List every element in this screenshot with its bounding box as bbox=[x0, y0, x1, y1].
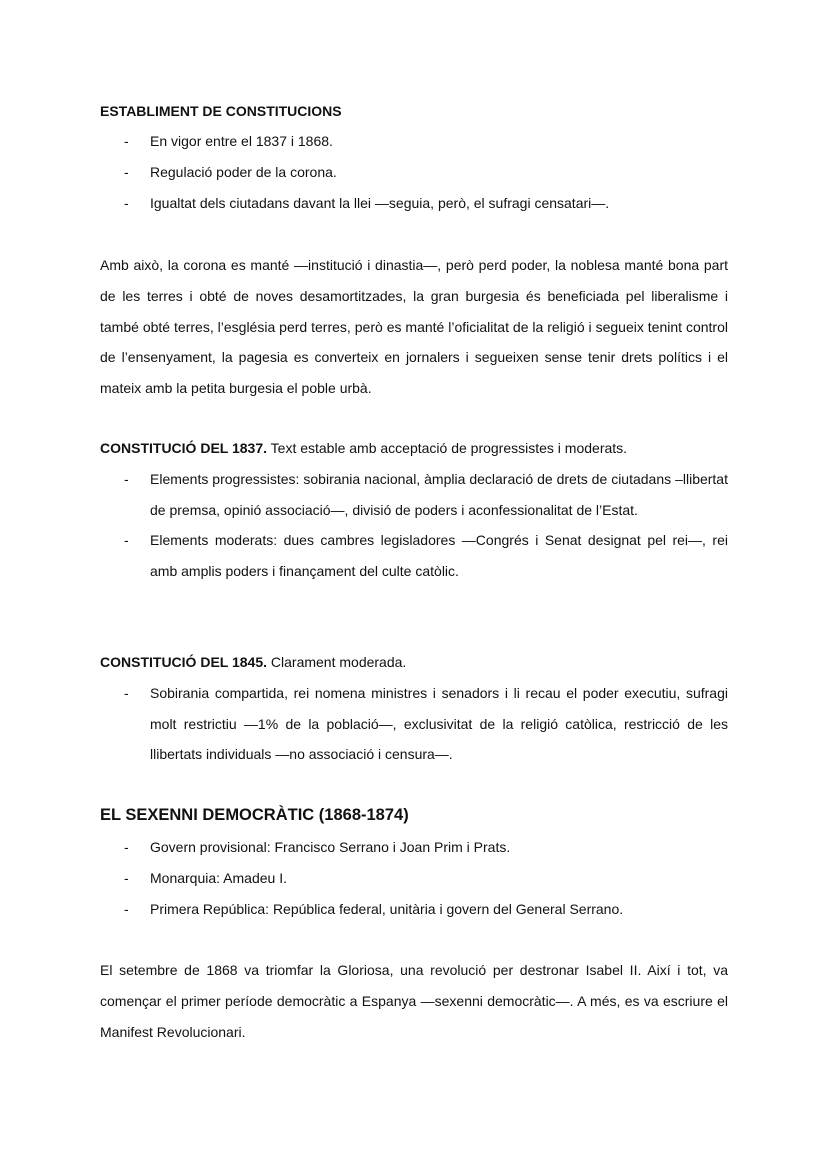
section-title: CONSTITUCIÓ DEL 1845. bbox=[100, 654, 268, 670]
bullet-dash: - bbox=[124, 839, 129, 855]
list-item: - Govern provisional: Francisco Serrano i Joan Prim i Prats. bbox=[100, 832, 728, 863]
sexenni-list bbox=[100, 832, 728, 924]
section-subtitle: Clarament moderada. bbox=[267, 654, 407, 670]
list-item: - Elements progressistes: sobirania nacional, àmplia declaració de drets de ciutadans –llibertat de premsa, opinió associació—, divisió de poders i aconfessionalitat de l’Estat. bbox=[100, 464, 728, 526]
list-item: - Monarquia: Amadeu I. bbox=[100, 863, 728, 894]
section-constitucio-1837 bbox=[100, 433, 728, 587]
constitucio-1837-list bbox=[100, 464, 728, 587]
list-item: - Elements moderats: dues cambres legisladores —Congrés i Senat designat pel rei—, rei amb amplis poders i finançament del culte catòlic. bbox=[100, 525, 728, 587]
section-title: ESTABLIMENT DE CONSTITUCIONS bbox=[100, 103, 342, 119]
list-item: - En vigor entre el 1837 i 1868. bbox=[100, 126, 728, 157]
paragraph-text: El setembre de 1868 va triomfar la Gloriosa, una revolució per destronar Isabel II. Així i tot, va començar el primer període democràtic a Espanya —sexenni democràtic—. A més, es va escriure el Manifest Revolucionari. bbox=[100, 962, 728, 1040]
list-item: - Regulació poder de la corona. bbox=[100, 157, 728, 188]
bullet-dash: - bbox=[124, 470, 129, 487]
section-sexenni bbox=[100, 804, 728, 924]
list-item: - Igualtat dels ciutadans davant la llei —seguia, però, el sufragi censatari—. bbox=[100, 188, 728, 219]
establiment-list bbox=[100, 126, 728, 218]
section-constitucio-1845 bbox=[100, 647, 728, 770]
bullet-dash: - bbox=[124, 194, 129, 211]
list-item: - Sobirania compartida, rei nomena ministres i senadors i li recau el poder executiu, sufragi molt restrictiu —1% de la població—, exclusivitat de la religió catòlica, restricció de les llibertats individuals —no associació i censura—. bbox=[100, 678, 728, 770]
paragraph-gloriosa bbox=[100, 955, 728, 1047]
section-heading-line bbox=[100, 647, 728, 678]
list-item: - Primera República: República federal, unitària i govern del General Serrano. bbox=[100, 894, 728, 925]
bullet-dash: - bbox=[124, 133, 129, 149]
section-title: CONSTITUCIÓ DEL 1837. bbox=[100, 440, 268, 456]
section-heading-line bbox=[100, 433, 728, 464]
bullet-dash: - bbox=[124, 684, 129, 701]
bullet-dash: - bbox=[124, 900, 129, 917]
section-title: EL SEXENNI DEMOCRÀTIC (1868-1874) bbox=[100, 806, 409, 824]
section-subtitle: Text estable amb acceptació de progressistes i moderats. bbox=[267, 440, 628, 456]
paragraph-text: Amb això, la corona es manté —institució i dinastia—, però perd poder, la noblesa manté bona part de les terres i obté de noves desamortitzades, la gran burgesia és beneficiada pel liberalisme i també obté terres, l’església perd terres, però es manté l’oficialitat de la religió i segueix tenint control de l’ensenyament, la pagesia es converteix en jornalers i segueixen sense tenir drets polítics i el mateix amb la petita burgesia el poble urbà. bbox=[100, 257, 728, 397]
constitucio-1845-list bbox=[100, 678, 728, 770]
bullet-dash: - bbox=[124, 869, 129, 886]
bullet-dash: - bbox=[124, 532, 129, 549]
bullet-dash: - bbox=[124, 163, 129, 180]
paragraph-corona bbox=[100, 250, 728, 404]
section-establiment bbox=[100, 101, 728, 218]
